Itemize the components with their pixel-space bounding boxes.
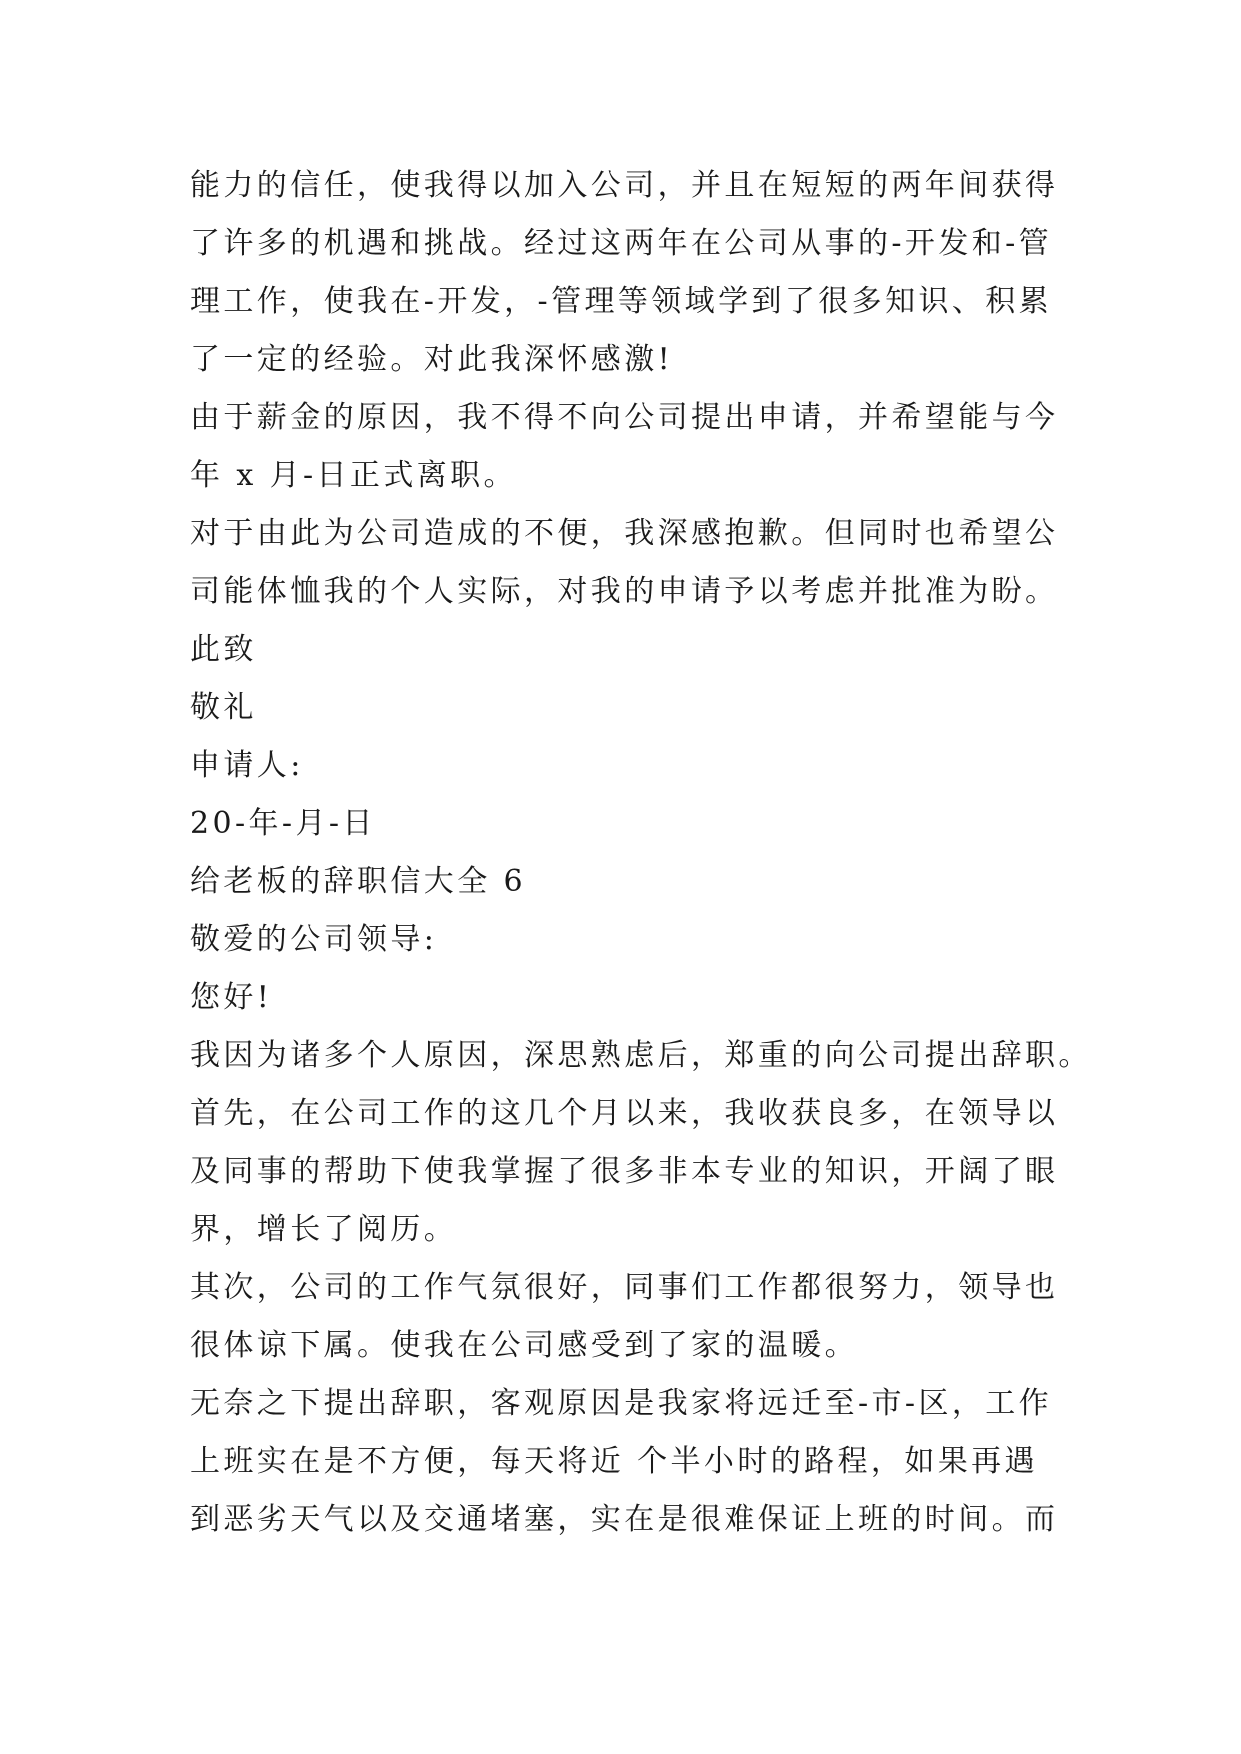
text-line: 首先，在公司工作的这几个月以来，我收获良多，在领导以 [190,1096,1059,1131]
document-body [190,157,1090,1549]
signature-label: 申请人: [190,748,304,783]
salutation: 敬爱的公司领导: [190,922,438,957]
text-line: 对于由此为公司造成的不便，我深感抱歉。但同时也希望公 [190,516,1059,551]
text-line: 上班实在是不方便，每天将近 个半小时的路程，如果再遇 [190,1444,1038,1479]
text-line: 很体谅下属。使我在公司感受到了家的温暖。 [190,1328,858,1363]
text-line: 能力的信任，使我得以加入公司，并且在短短的两年间获得 [190,168,1059,203]
text-line: 我因为诸多个人原因，深思熟虑后，郑重的向公司提出辞职。 [190,1038,1092,1073]
closing-line: 敬礼 [190,690,257,725]
closing-line: 此致 [190,632,257,667]
greeting: 您好! [190,980,273,1015]
text-line: 到恶劣天气以及交通堵塞，实在是很难保证上班的时间。而 [190,1502,1059,1537]
text-line: 理工作，使我在-开发，-管理等领域学到了很多知识、积累 [190,284,1053,319]
text-line: 其次，公司的工作气氛很好，同事们工作都很努力，领导也 [190,1270,1059,1305]
text-line: 了许多的机遇和挑战。经过这两年在公司从事的-开发和-管 [190,226,1053,261]
section-title: 给老板的辞职信大全 6 [190,864,527,899]
text-line: 由于薪金的原因，我不得不向公司提出申请，并希望能与今 [190,400,1059,435]
text-line: 司能体恤我的个人实际，对我的申请予以考虑并批准为盼。 [190,574,1059,609]
text-line: 无奈之下提出辞职，客观原因是我家将远迁至-市-区，工作 [190,1386,1053,1421]
text-line: 界，增长了阅历。 [190,1212,458,1247]
text-line: 了一定的经验。对此我深怀感激! [190,342,674,377]
date-line: 20-年-月-日 [190,806,376,841]
text-line: 及同事的帮助下使我掌握了很多非本专业的知识，开阔了眼 [190,1154,1059,1189]
text-line: 年 x 月-日正式离职。 [190,458,517,493]
